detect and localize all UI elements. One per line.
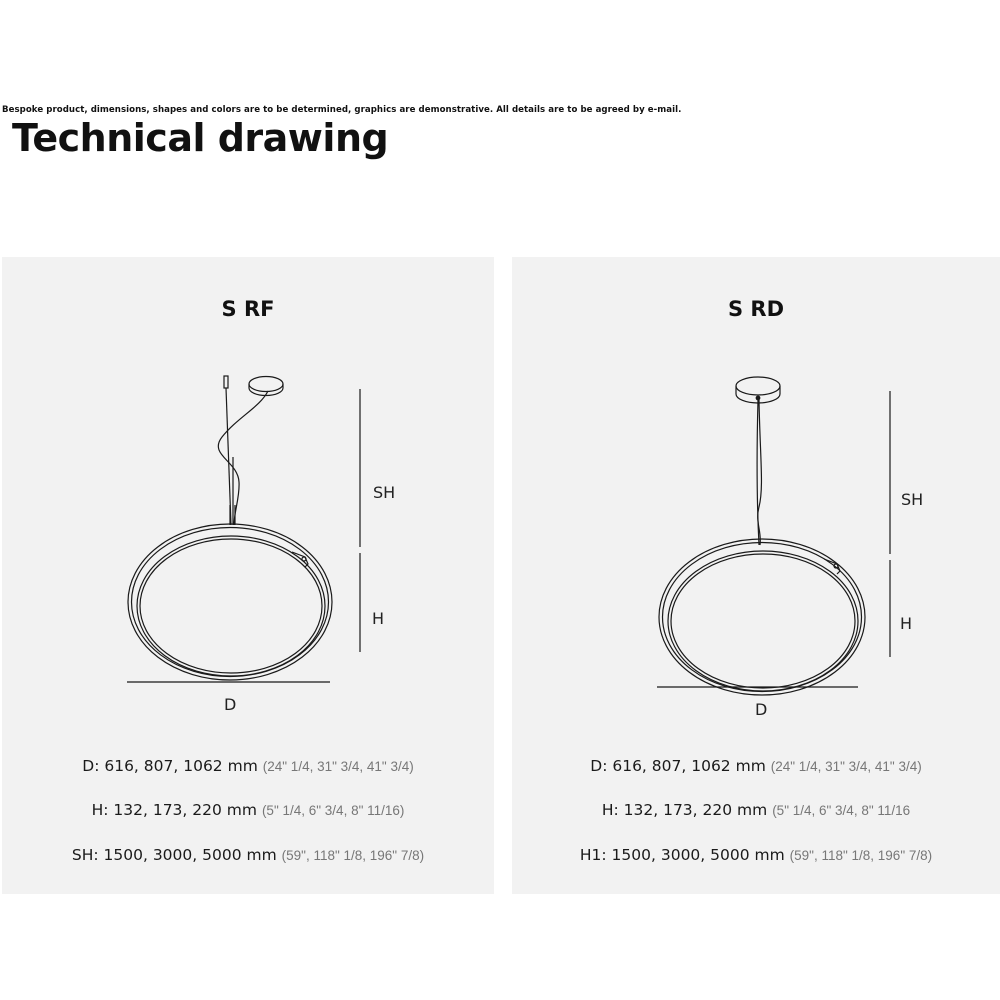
dim-label-h-s-rf: H: [372, 609, 385, 628]
dim-label-sh-s-rd: SH: [901, 490, 924, 509]
dim-label-d-s-rd: D: [755, 700, 768, 719]
spec-h1-imperial: (59", 118" 1/8, 196" 7/8): [789, 848, 933, 863]
ring-inner-s-rd: [668, 551, 858, 691]
spec-d-metric: D: 616, 807, 1062 mm: [82, 757, 258, 775]
ceiling-rose-s-rf: [249, 377, 283, 392]
spec-d-metric: D: 616, 807, 1062 mm: [590, 757, 766, 775]
page-title: Technical drawing: [12, 116, 389, 160]
dim-label-sh-s-rf: SH: [373, 483, 396, 502]
suspension-rod-s-rf: [226, 388, 231, 525]
spec-sh-s-rf: [2, 846, 494, 864]
suspension-clamp-s-rf: [224, 376, 228, 388]
power-cable-s-rd: [758, 400, 762, 545]
ceiling-canopy-s-rd: [736, 377, 780, 395]
spec-h1-s-rd: [512, 846, 1000, 864]
spec-h-imperial: (5" 1/4, 6" 3/4, 8" 11/16: [772, 803, 911, 818]
dim-label-d-s-rf: D: [224, 695, 237, 714]
panel-title-s-rd: S RD: [727, 297, 785, 321]
spec-h1-metric: H1: 1500, 3000, 5000 mm: [579, 846, 785, 864]
spec-h-metric: H: 132, 173, 220 mm: [601, 801, 768, 819]
panel-title-s-rf: S RF: [221, 297, 275, 321]
ring-inner-s-rf: [137, 536, 325, 676]
spec-h-metric: H: 132, 173, 220 mm: [91, 801, 257, 819]
power-cable-s-rf: [218, 391, 268, 525]
spec-h-imperial: (5" 1/4, 6" 3/4, 8" 11/16): [261, 803, 405, 818]
spec-h-s-rf: [2, 801, 494, 819]
panel-s-rd: [512, 257, 1000, 894]
drawing-s-rd: [512, 257, 1000, 894]
drawing-s-rf: [2, 257, 494, 894]
dim-label-h-s-rd: H: [900, 614, 913, 633]
spec-h-s-rd: [512, 801, 1000, 819]
ring-outer-s-rf: [128, 524, 332, 680]
spec-d-s-rf: [2, 757, 494, 775]
spec-d-imperial: (24" 1/4, 31" 3/4, 41" 3/4): [262, 759, 414, 774]
spec-d-s-rd: [512, 757, 1000, 775]
panel-s-rf: [2, 257, 494, 894]
spec-sh-metric: SH: 1500, 3000, 5000 mm: [71, 846, 277, 864]
spec-sh-imperial: (59", 118" 1/8, 196" 7/8): [281, 848, 425, 863]
spec-d-imperial: (24" 1/4, 31" 3/4, 41" 3/4): [770, 759, 922, 774]
disclaimer-text: Bespoke product, dimensions, shapes and colors are to be determined, graphics are demonstrative. All details are to be agreed by e-mail.: [2, 105, 682, 115]
